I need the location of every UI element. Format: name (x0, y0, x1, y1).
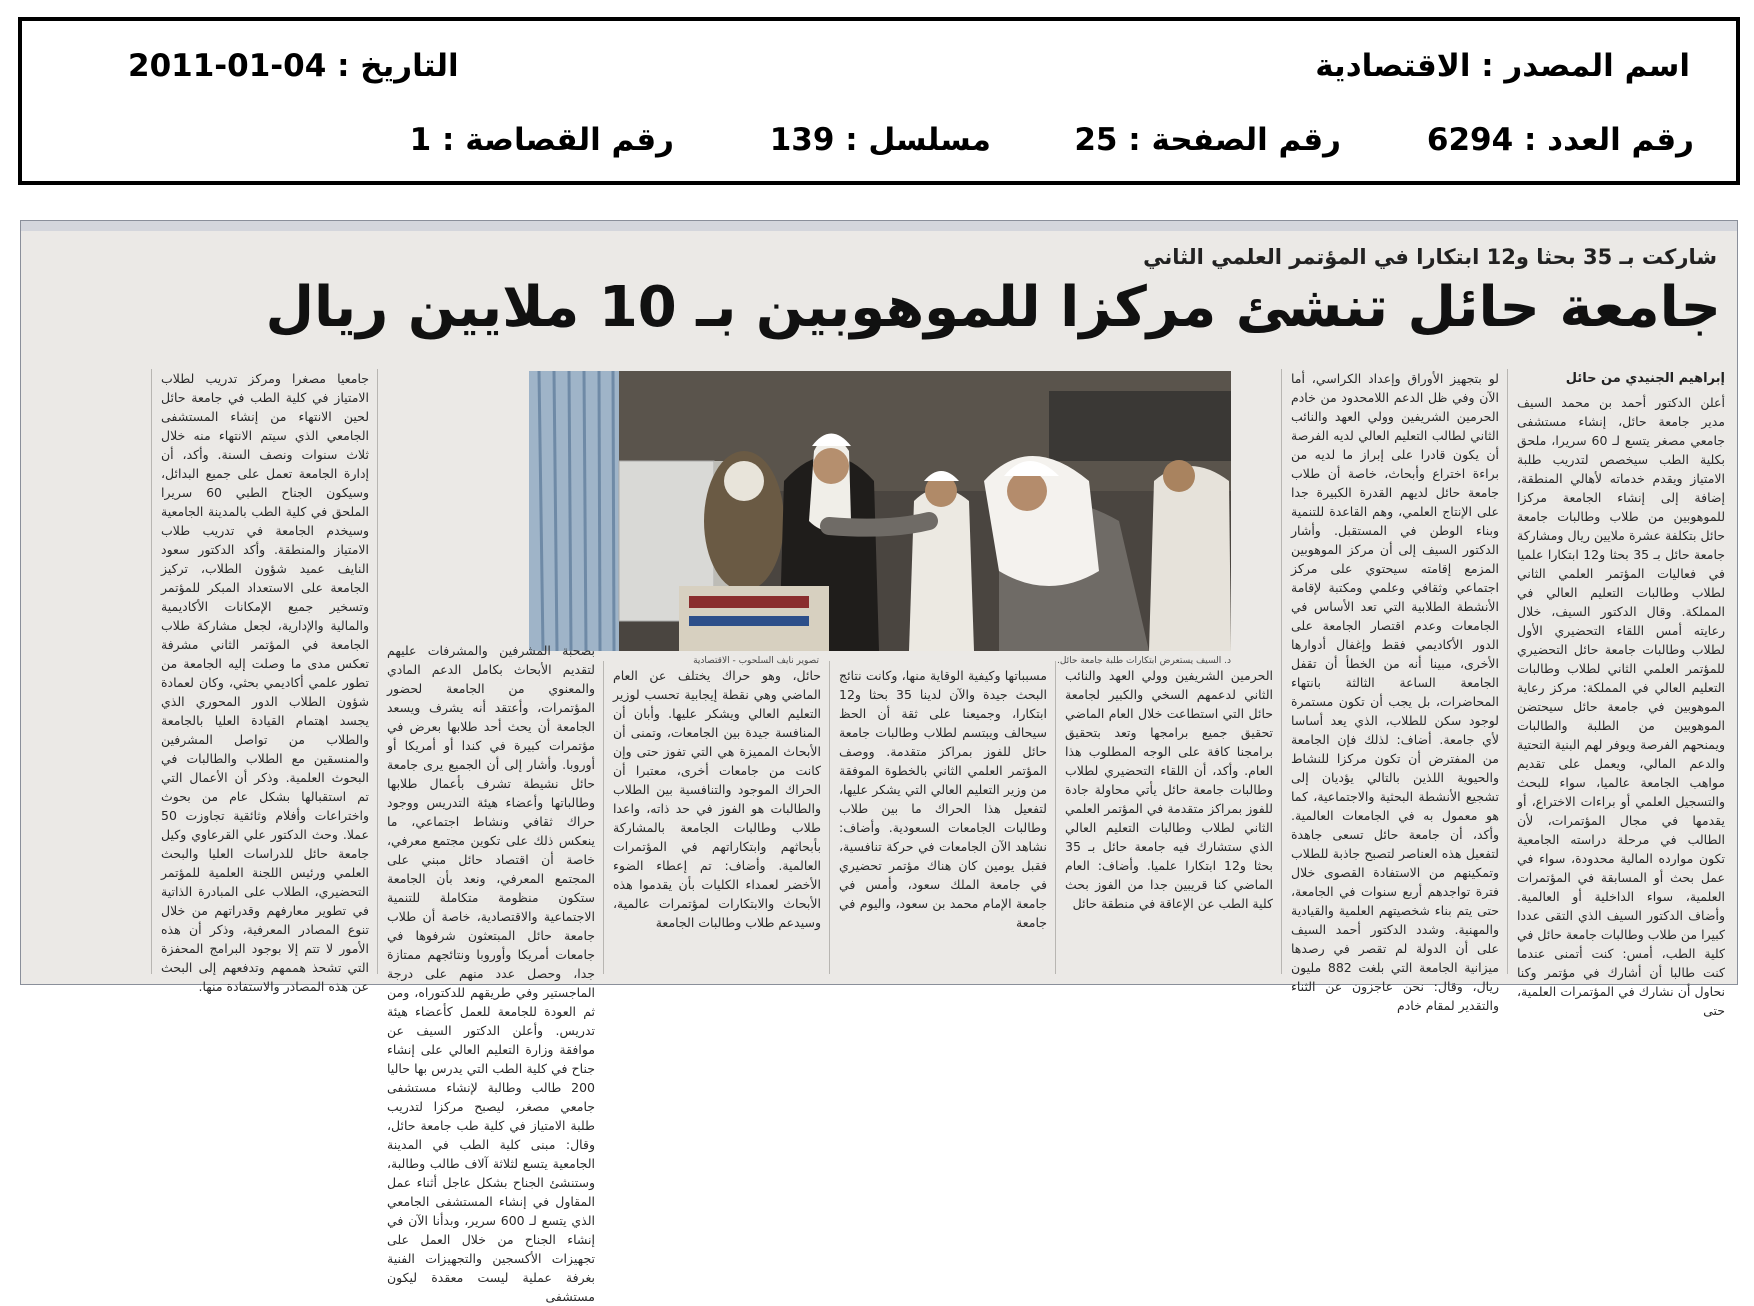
photo-illustration (529, 371, 1231, 651)
photo-credit: تصوير نايف السلحوب - الاقتصادية (693, 656, 819, 666)
date: التاريخ : 04-01-2011 (128, 48, 459, 84)
photo-caption: د. السيف يستعرض ابتكارات طلبة جامعة حائل. (1057, 656, 1231, 666)
newspaper-clipping (20, 220, 1738, 1304)
article-column-7: جامعيا مصغرا ومركز تدريب لطلاب الامتياز في كلية الطب في جامعة حائل لحين الانتهاء من إنشاء المستشفى الجامعي الذي سيتم الانتهاء منه خلال ثلاث سنوات ونصف السنة. وأكد، أن إدارة الجامعة تعمل على جميع البدائل، وسيكون الجناح الطبي 60 سريرا الملحق في كلية الطب بالمدينة الجامعية وسيخدم الجامعة في تدريب طلاب الامتياز والمنطقة. وأكد الدكتور سعود النايف عميد شؤون الطلاب، تركيز الجامعة على الاستعداد المبكر للمؤتمر وتسخير جميع الإمكانات الأكاديمية والمالية والإدارية، لجعل مشاركة طلاب الجامعة في المؤتمر الثاني مشرفة تعكس مدى ما وصلت إليه الجامعة من تطور علمي أكاديمي بحثي، وكان لعمادة شؤون الطلاب الدور المحوري الذي يجسد اهتمام القيادة العليا بالجامعة والطلاب من تواصل المشرفين والمنسقين مع الطلاب والطالبات في البحوث العلمية. وذكر أن الأعمال التي تم استقبالها بشكل عام من بحوث واختراعات وأفلام وثائقية تجاوزت 50 عملا. وحث الدكتور علي القرعاوي وكيل جامعة حائل للدراسات العليا والبحث العلمي ورئيس اللجنة العلمية للمؤتمر التحضيري، الطلاب على المبادرة الذاتية في تطوير معارفهم وقدراتهم من خلال تنوع المصادر المعرفية، وذكر أن هذه الأمور لا تتم إلا بوجود البرامج المحفزة التي تشحذ هممهم وتدفعهم إلى البحث عن هذه المصادر والاستفادة منها. (161, 371, 370, 994)
column-divider (1281, 369, 1282, 974)
article-column-4: مسبباتها وكيفية الوقاية منها، وكانت نتائج البحث جيدة والآن لدينا 35 بحثا و12 ابتكارا، وجميعنا على ثقة أن الحظ سيحالف ويبتسم لطلاب وطالبات جامعة حائل للفوز بمراكز متقدمة. ووصف المؤتمر العلمي الثاني بالخطوة الموفقة من وزير التعليم العالي التي يشكر عليها، لتفعيل هذا الحراك ما بين طلاب وطالبات الجامعات السعودية. وأضاف: نشاهد الآن الجامعات في حركة تنافسية، فقبل يومين كان هناك مؤتمر تحضيري في جامعة الملك سعود، وأمس في جامعة الإمام محمد بن سعود، واليوم في جامعة (839, 668, 1047, 930)
article-column-3: الحرمين الشريفين وولي العهد والنائب الثاني لدعمهم السخي والكبير لجامعة حائل التي استطاعت خلال العام الماضي تحقيق جميع برامجها وتعد بتحقيق برامجنا كافة على الوجه المطلوب هذا العام. وأكد، أن اللقاء التحضيري لطلاب وطالبات جامعة حائل يأتي محاولة جادة للفوز بمراكز متقدمة في المؤتمر العلمي الثاني لطلاب وطالبات التعليم العالي الذي ستشارك فيه جامعة حائل بـ 35 بحثا و12 ابتكارا علميا. وأضاف: العام الماضي كنا قريبين جدا من الفوز بحث كلية الطب عن الإعاقة في منطقة حائل (1065, 668, 1273, 911)
article-column-2: لو بتجهيز الأوراق وإعداد الكراسي، أما الآن وفي ظل الدعم اللامحدود من خادم الحرمين الشريفين وولي العهد والنائب الثاني لطالب التعليم العالي لديه الفرصة أن يكون قادرا على إبراز ما لديه من براءة اختراع وأبحاث، خاصة أن طلاب جامعة حائل لديهم القدرة الكبيرة جدا على الإنتاج العلمي، وهم القاعدة للتنمية وبناء الوطن في المستقبل. وأشار الدكتور السيف إلى أن مركز الموهوبين المزمع إقامته سيحتوي على مركز اجتماعي وثقافي وعلمي ومكتبة لإقامة الأنشطة الطلابية التي تعد الأساس في الجامعات وعدم اقتصار الجامعة على الدور الأكاديمي فقط وإغفال أدوارها الأخرى، مبينا أنه من الخطأ أن تقفل الجامعة الساعة الثالثة بانتهاء المحاضرات، بل يجب أن تكون مستمرة لوجود سكن للطلاب، الذي يعد أساسا لأي جامعة. أضاف: لذلك فإن الجامعة من المفترض أن تكون مركزا للنشاط والحيوية اللذين بالتالي يؤديان إلى تشجيع الأنشطة البحثية والاجتماعية، كما هو معمول به في الجامعات العالمية. وأكد، أن جامعة حائل تسعى جاهدة لتفعيل هذه العناصر لتصبح جاذبة للطلاب وتمكينهم من الاستفادة القصوى خلال فترة تواجدهم أربع سنوات في الجامعة، حتى يتم بناء شخصيتهم العلمية والقيادية والمهنية. وشدد الدكتور أحمد السيف على أن الدولة لم تقصر في رصدها ميزانية الجامعة التي بلغت 882 مليون ريال، وقال: نحن عاجزون عن الثناء والتقدير لمقام خادم (1291, 371, 1499, 1013)
article-kicker: شاركت بـ 35 بحثا و12 ابتكارا في المؤتمر العلمي الثاني (1143, 245, 1717, 269)
column-divider (603, 661, 604, 974)
column-divider (1055, 661, 1056, 974)
article-photo (529, 371, 1231, 651)
article-byline: إبراهيم الجنيدي من حائل (1565, 371, 1725, 386)
clipping-number: رقم القصاصة : 1 (409, 122, 674, 158)
column-divider (829, 661, 830, 974)
scan-edge (21, 221, 1737, 231)
article-column-6: بصحبة المشرفين والمشرفات عليهم لتقديم الأبحاث بكامل الدعم المادي والمعنوي من الجامعة لحضور المؤتمرات، وأعتقد أنه يشرف ويسعد الجامعة أن يحث أحد طلابها بعرض في مؤتمرات كبيرة في كندا أو أمريكا أو أوروبا. وأشار إلى أن الجميع يرى جامعة حائل نشيطة تشرف بأعمال طلابها وطالباتها وأعضاء هيئة التدريس ووجود حراك ثقافي ونشاط اجتماعي، ما ينعكس ذلك على تكوين مجتمع معرفي، خاصة أن اقتصاد حائل مبني على المجتمع المعرفي، ونعد بأن الجامعة ستكون منظومة متكاملة للتنمية الاجتماعية والاقتصادية، خاصة أن طلاب جامعة حائل المبتعثون شرفوها في جامعات أمريكا وأوروبا ونتائجهم ممتازة جدا، وحصل عدد منهم على درجة الماجستير وفي طريقهم للدكتوراه، ومن ثم العودة للجامعة للعمل كأعضاء هيئة تدريس. وأعلن الدكتور السيف عن موافقة وزارة التعليم العالي على إنشاء جناح في كلية الطب التي يدرس بها حاليا 200 طالب وطالبة لإنشاء مستشفى جامعي مصغر، ليصبح مركزا لتدريب طلبة الامتياز في كلية طب جامعة حائل، وقال: مبنى كلية الطب في المدينة الجامعية يتسع لثلاثة آلاف طالب وطالبة، وستنشئ الجناح بشكل عاجل أثناء عمل المقاول في إنشاء المستشفى الجامعي الذي يتسع لـ 600 سرير، وبدأنا الآن في إنشاء الجناح من خلال العمل على تجهيزات الأكسجين والتجهيزات الفنية بغرفة عملية ليست معقدة ليكون مستشفى (387, 643, 596, 1304)
column-divider (377, 369, 378, 974)
article-headline: جامعة حائل تنشئ مركزا للموهوبين بـ 10 ملايين ريال (265, 275, 1721, 340)
clipping-info-box (18, 17, 1740, 185)
serial-number: مسلسل : 139 (769, 122, 991, 158)
article-column-1: أعلن الدكتور أحمد بن محمد السيف مدير جامعة حائل، إنشاء مستشفى جامعي مصغر يتسع لـ 60 سريرا، ملحق بكلية الطب سيخصص لتدريب طلبة الامتياز ويقدم خدماته لأهالي المنطقة، إضافة إلى إنشاء الجامعة مركزا للموهوبين من طلاب وطالبات جامعة حائل بتكلفة عشرة ملايين ريال ومشاركة جامعة حائل بـ 35 بحثا و12 ابتكارا علميا في فعاليات المؤتمر العلمي الثاني لطلاب وطالبات التعليم العالي في المملكة. وقال الدكتور السيف، خلال رعايته أمس اللقاء التحضيري الأول لطلاب وطالبات جامعة حائل التحضيري للمؤتمر العلمي الثاني لطلاب وطالبات التعليم العالي في المملكة: مركز رعاية الموهوبين في جامعة حائل سيحتضن الموهوبين من الطلبة والطالبات ويمنحهم الفرصة ويوفر لهم البنية التحتية والدعم المالي، ويعمل على تقديم مواهب الجامعة عالميا، سواء للبحث والتسجيل العلمي أو براءات الاختراع، أو يقدمها في مجال المؤتمرات، لأن الطالب في مرحلة دراسته الجامعية تكون موارده المالية محدودة، سواء في عمل بحث أو المسابقة في المؤتمرات العلمية، سواء الداخلية أو العالمية. وأضاف الدكتور السيف الذي التقى عددا كبيرا من طلاب وطالبات جامعة حائل في كلية الطب، أمس: كنت أتمنى عندما كنت طالبا أن أشارك في مؤتمر وكنا نحاول أن نشارك في المؤتمرات العلمية، حتى (1517, 395, 1725, 1018)
page-number: رقم الصفحة : 25 (1074, 122, 1341, 158)
issue-number: رقم العدد : 6294 (1426, 122, 1694, 158)
article-column-5: حائل، وهو حراك يختلف عن العام الماضي وهي نقطة إيجابية تحسب لوزير التعليم العالي ويشكر عليها. وأبان أن المنافسة جيدة بين الجامعات، وتمنى أن الأبحاث المميزة هي التي تفوز حتى وإن كانت من جامعات أخرى، معتبرا أن الحراك الموجود والتنافسية بين الطلاب والطالبات هو الفوز في حد ذاته، واعدا طلاب وطالبات الجامعة بالمشاركة بأبحاثهم وابتكاراتهم في المؤتمرات العالمية. وأضاف: تم إعطاء الضوء الأخضر لعمداء الكليات بأن يقدموا هذه الأبحاث والابتكارات لمؤتمرات عالمية، وسيدعم طلاب وطالبات الجامعة (613, 668, 821, 930)
column-divider (151, 369, 152, 974)
source-name: اسم المصدر : الاقتصادية (1315, 48, 1690, 84)
column-divider (1507, 369, 1508, 974)
